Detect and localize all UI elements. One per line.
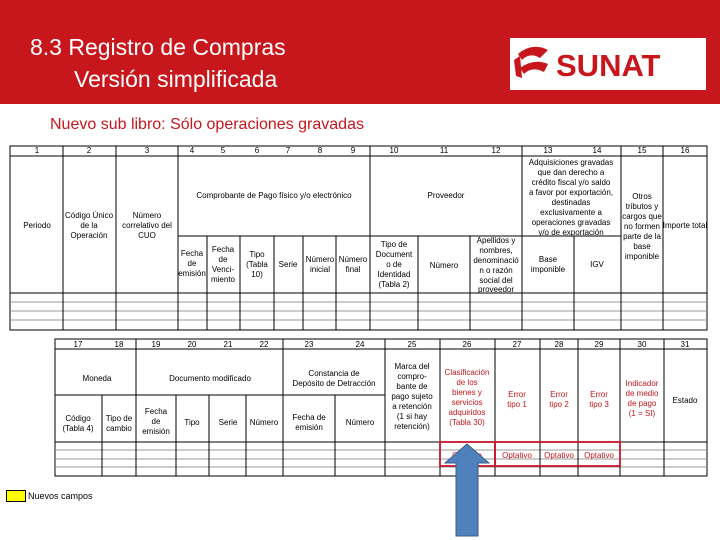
header-marca: a retención	[392, 402, 432, 411]
header-otros-tributos: no formen	[623, 222, 661, 231]
header-razon-social: nombres,	[479, 246, 513, 255]
header-tipo-doc: o de	[386, 260, 402, 269]
header-otros-tributos: Otros	[632, 192, 652, 201]
header-otros-tributos: tributos y	[625, 202, 659, 211]
header-error3: tipo 3	[589, 400, 609, 409]
top-col-number: 3	[144, 146, 150, 155]
header-base-imponible: imponible	[530, 265, 566, 274]
header-adquisiciones: Adquisiciones gravadas	[528, 158, 614, 167]
header-indicador: (1 = SI)	[628, 409, 656, 418]
header-clasificacion: bienes y	[452, 388, 482, 397]
top-col-number: 11	[439, 146, 449, 155]
header-marca: pago sujeto	[391, 392, 433, 401]
header-adquisiciones: exclusivamente a	[540, 208, 602, 217]
header-clasificacion: (Tabla 30)	[449, 418, 485, 427]
optativo-label: Optativo	[544, 451, 574, 460]
header-otros-tributos: cargos que	[622, 212, 662, 221]
header-importe-total: Importe total	[662, 221, 708, 230]
header-adquisiciones: y/o de exportación	[538, 228, 604, 237]
header-adquisiciones: operaciones gravadas	[531, 218, 611, 227]
header-fecha-emision: de	[187, 259, 197, 268]
header-fecha-venc: Venci-	[211, 265, 235, 274]
header-clasificacion: adquiridos	[448, 408, 486, 417]
header-otros-tributos: base	[633, 242, 651, 251]
bottom-col-number: 27	[512, 340, 522, 349]
bottom-col-number: 18	[114, 340, 124, 349]
header-numero-b: Número	[249, 418, 279, 427]
header-indicador: Indicador	[625, 379, 659, 388]
header-tipo-b: Tipo	[184, 418, 200, 427]
legend-label: Nuevos campos	[28, 491, 93, 501]
top-col-number: 8	[317, 146, 323, 155]
header-adquisiciones: a favor por exportación,	[528, 188, 614, 197]
header-tipo-cambio: cambio	[106, 424, 132, 433]
top-col-number: 4	[189, 146, 195, 155]
header-clasificacion: servicios	[451, 398, 483, 407]
header-marca: retención)	[394, 422, 430, 431]
bottom-col-number: 28	[554, 340, 564, 349]
header-fecha-venc: Fecha	[211, 245, 235, 254]
top-col-number: 5	[220, 146, 226, 155]
top-col-number: 14	[592, 146, 602, 155]
header-fecha-emision-c: Fecha de	[292, 413, 326, 422]
header-cuo: Operación	[70, 231, 108, 240]
header-error3: Error	[590, 390, 608, 399]
header-adquisiciones: crédito fiscal y/o saldo	[531, 178, 611, 187]
top-col-number: 15	[637, 146, 647, 155]
header-num-inicial: inicial	[309, 265, 331, 274]
top-col-number: 7	[285, 146, 291, 155]
header-otros-tributos: parte de la	[623, 232, 661, 241]
header-codigo: (Tabla 4)	[62, 424, 94, 433]
header-fecha-emision: emisión	[178, 269, 206, 278]
header-fecha-emision-b: emisión	[142, 427, 170, 436]
header-razon-social: social del	[479, 276, 513, 285]
header-tipo: (Tabla	[246, 260, 268, 269]
header-error1: Error	[508, 390, 526, 399]
bottom-col-number: 22	[259, 340, 269, 349]
top-col-number: 1	[34, 146, 40, 155]
group-doc-modificado: Documento modificado	[169, 374, 251, 383]
bottom-col-number: 17	[73, 340, 83, 349]
header-codigo: Código	[65, 414, 91, 423]
subtitle: Nuevo sub libro: Sólo operaciones gravadas	[50, 116, 364, 133]
header-num-final: final	[345, 265, 361, 274]
arrow-up-icon	[445, 444, 489, 536]
bottom-col-number: 24	[355, 340, 365, 349]
header-numero: Número	[429, 261, 459, 270]
bottom-col-number: 20	[187, 340, 197, 349]
logo-wordmark: SUNAT	[556, 48, 661, 83]
header-base-imponible: Base	[538, 255, 558, 264]
header-adquisiciones: que dan derecho a	[537, 168, 605, 177]
header-razon-social: n o razón	[479, 266, 513, 275]
header-serie-b: Serie	[218, 418, 238, 427]
header-fecha-emision: Fecha	[180, 249, 204, 258]
header-correlativo: Número	[132, 211, 162, 220]
group-proveedor: Proveedor	[427, 191, 465, 200]
header-razon-social: Apellidos y	[476, 236, 516, 245]
header-correlativo: CUO	[138, 231, 156, 240]
header-tipo: Tipo	[249, 250, 265, 259]
top-col-number: 16	[680, 146, 690, 155]
group-constancia: Constancia de	[308, 369, 360, 378]
header-serie: Serie	[278, 260, 298, 269]
slide-title-line1: 8.3 Registro de Compras	[30, 34, 286, 60]
header-indicador: de medio	[625, 389, 659, 398]
header-tipo: 10)	[251, 270, 263, 279]
header-razon-social: denominació	[473, 256, 519, 265]
header-marca: bante de	[396, 382, 428, 391]
legend-swatch	[6, 490, 26, 502]
header-tipo-cambio: Tipo de	[105, 414, 133, 423]
header-indicador: de pago	[627, 399, 657, 408]
slide-title-line2: Versión simplificada	[74, 66, 278, 92]
header-cuo: de la	[80, 221, 98, 230]
header-clasificacion: de los	[456, 378, 478, 387]
top-col-number: 13	[543, 146, 553, 155]
header-fecha-emision-b: de	[151, 417, 161, 426]
bottom-col-number: 31	[680, 340, 690, 349]
header-tipo-doc: Identidad	[377, 270, 411, 279]
top-col-number: 9	[350, 146, 356, 155]
header-marca: Marca del	[394, 362, 430, 371]
header-marca: (1 si hay	[396, 412, 428, 421]
header-periodo: Periodo	[23, 221, 51, 230]
header-marca: compro-	[397, 372, 427, 381]
header-otros-tributos: imponible	[624, 252, 660, 261]
optativo-label: Optativo	[502, 451, 532, 460]
bottom-col-number: 29	[594, 340, 604, 349]
header-fecha-venc: miento	[210, 275, 236, 284]
header-tipo-doc: Tipo de	[380, 240, 408, 249]
group-moneda: Moneda	[82, 374, 112, 383]
header-adquisiciones: destinadas	[551, 198, 591, 207]
header-estado: Estado	[672, 396, 698, 405]
header-clasificacion: Clasificación	[444, 368, 490, 377]
header-error1: tipo 1	[507, 400, 527, 409]
group-constancia: Depósito de Detracción	[292, 379, 376, 388]
bottom-col-number: 26	[462, 340, 472, 349]
optativo-label: Optativo	[584, 451, 614, 460]
header-fecha-venc: de	[218, 255, 228, 264]
header-correlativo: correlativo del	[122, 221, 172, 230]
header-fecha-emision-c: emisión	[295, 423, 323, 432]
header-error2: Error	[550, 390, 568, 399]
top-col-number: 6	[254, 146, 260, 155]
group-comprobante: Comprobante de Pago físico y/o electrónico	[196, 191, 352, 200]
header-num-final: Número	[338, 255, 368, 264]
top-col-number: 2	[86, 146, 92, 155]
bottom-col-number: 21	[223, 340, 233, 349]
header-tipo-doc: (Tabla 2)	[378, 280, 410, 289]
header-num-inicial: Número	[305, 255, 335, 264]
header-error2: tipo 2	[549, 400, 569, 409]
header-razon-social: proveedor	[477, 285, 515, 294]
header-cuo: Código Único	[64, 211, 114, 220]
bottom-col-number: 30	[637, 340, 647, 349]
bottom-col-number: 23	[304, 340, 314, 349]
top-col-number: 12	[491, 146, 501, 155]
header-fecha-emision-b: Fecha	[144, 407, 168, 416]
header-igv: IGV	[590, 260, 604, 269]
bottom-col-number: 19	[151, 340, 161, 349]
header-tipo-doc: Document	[375, 250, 413, 259]
header-numero-c: Número	[345, 418, 375, 427]
bottom-col-number: 25	[407, 340, 417, 349]
top-col-number: 10	[389, 146, 399, 155]
